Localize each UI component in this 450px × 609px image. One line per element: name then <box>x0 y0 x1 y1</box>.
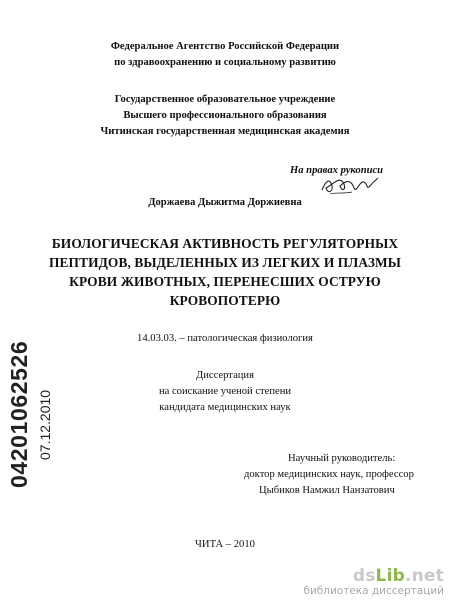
supervisor-name: Цыбиков Намжил Нанзатович <box>259 485 395 496</box>
title-line-4: КРОВОПОТЕРЮ <box>169 293 281 308</box>
agency-line-1: Федеральное Агентство Российской Федерации <box>110 41 340 52</box>
rights-note: На правах рукописи <box>290 165 384 176</box>
supervisor-label: Научный руководитель: <box>288 453 396 464</box>
agency-line-2: по здравоохранению и социальному развитию <box>114 57 336 68</box>
library-stamp-number: 04201062526 <box>6 340 32 488</box>
watermark-logo: dsLib.net <box>352 566 444 586</box>
title-line-1: БИОЛОГИЧЕСКАЯ АКТИВНОСТЬ РЕГУЛЯТОРНЫХ <box>51 236 399 251</box>
watermark-subtitle: библиотека диссертаций <box>303 585 444 597</box>
institution-line-2: Высшего профессионального образования <box>123 110 327 121</box>
title-line-3: КРОВИ ЖИВОТНЫХ, ПЕРЕНЕСШИХ ОСТРУЮ <box>69 274 381 289</box>
city-year: ЧИТА – 2010 <box>195 539 255 550</box>
signature-icon <box>318 172 380 198</box>
institution-line-1: Государственное образовательное учреждение <box>114 94 336 105</box>
watermark <box>244 567 444 598</box>
title-line-2: ПЕПТИДОВ, ВЫДЕЛЕННЫХ ИЗ ЛЕГКИХ И ПЛАЗМЫ <box>49 255 401 270</box>
supervisor-degree: доктор медицинских наук, профессор <box>244 469 414 480</box>
library-stamp-date: 07.12.2010 <box>37 389 53 460</box>
degree-line-3: кандидата медицинских наук <box>159 402 291 413</box>
specialty-code: 14.03.03. – патологическая физиология <box>137 333 313 344</box>
degree-line-1: Диссертация <box>196 370 254 381</box>
degree-line-2: на соискание ученой степени <box>158 386 292 397</box>
author-name: Доржаева Дыжитма Доржиевна <box>148 197 302 208</box>
institution-line-3: Читинская государственная медицинская академия <box>100 126 350 137</box>
